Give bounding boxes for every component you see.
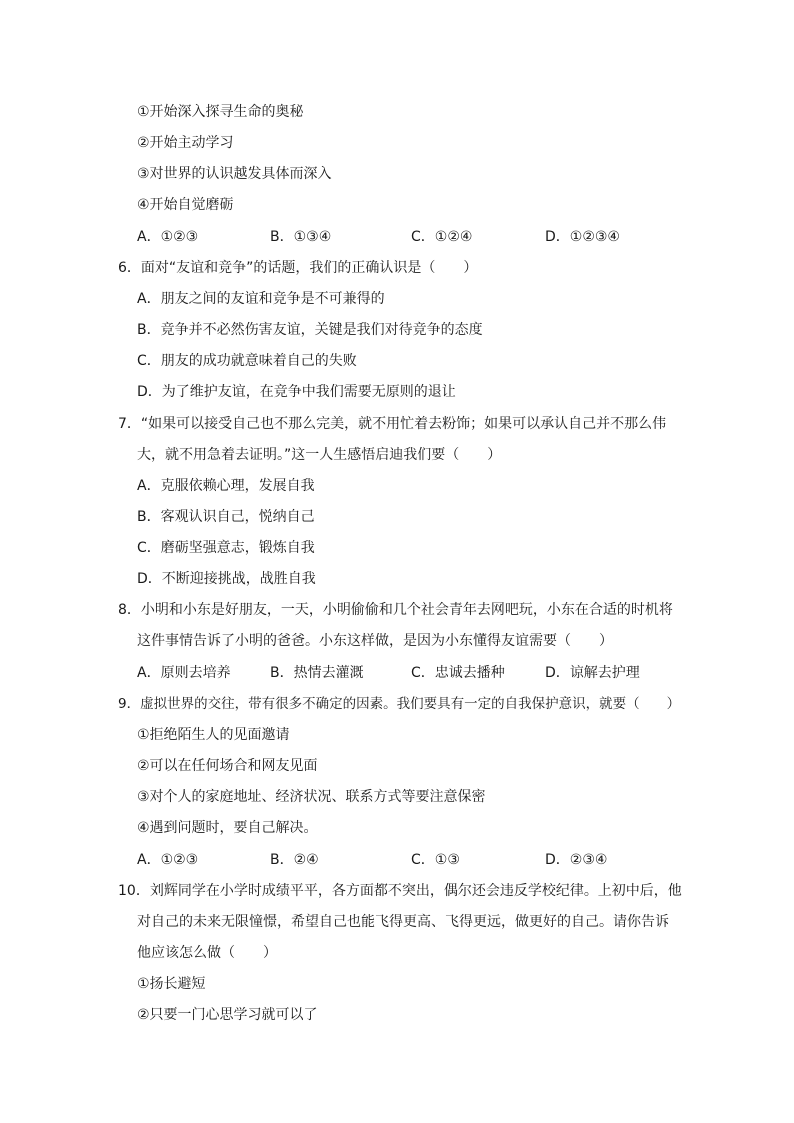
q7-option-b: B．客观认识自己，悦纳自己 (137, 509, 315, 525)
q5-item-4: ④开始自觉磨砺 (137, 197, 234, 213)
q8-option-c: C．忠诚去播种 (411, 665, 505, 681)
q5-item-2: ②开始主动学习 (137, 135, 234, 151)
q6-option-b: B．竞争并不必然伤害友谊，关键是我们对待竞争的态度 (137, 322, 483, 338)
q7-stem-line1: 7．“如果可以接受自己也不那么完美，就不用忙着去粉饰；如果可以承认自己并不那么伟 (118, 416, 667, 432)
q9-option-b: B．②④ (270, 852, 319, 868)
q9-item-1: ①拒绝陌生人的见面邀请 (137, 727, 290, 743)
q10-item-1: ①扬长避短 (137, 976, 206, 992)
q5-option-b: B．①③④ (270, 229, 332, 245)
q7-stem-line2: 大，就不用急着去证明。”这一人生感悟启迪我们要（ ） (137, 447, 502, 463)
q9-option-c: C．①③ (411, 852, 460, 868)
q5-item-1: ①开始深入探寻生命的奥秘 (137, 104, 304, 120)
q9-option-a: A．①②③ (137, 852, 199, 868)
q8-option-d: D．谅解去护理 (545, 665, 640, 681)
q7-option-d: D．不断迎接挑战，战胜自我 (137, 571, 316, 587)
q10-item-2: ②只要一门心思学习就可以了 (137, 1007, 318, 1023)
q7-option-c: C．磨砺坚强意志，锻炼自我 (137, 540, 315, 556)
q10-stem-line2: 对自己的未来无限憧憬，希望自己也能飞得更高、飞得更远，做更好的自己。请你告诉 (137, 914, 669, 930)
q8-option-b: B．热情去灌溉 (270, 665, 364, 681)
q6-option-a: A．朋友之间的友谊和竞争是不可兼得的 (137, 291, 385, 307)
q5-option-c: C．①②④ (411, 229, 473, 245)
q5-item-3: ③对世界的认识越发具体而深入 (137, 166, 332, 182)
q10-stem-line1: 10．刘辉同学在小学时成绩平平，各方面都不突出，偶尔还会违反学校纪律。上初中后，他 (118, 883, 682, 899)
q9-stem: 9．虚拟世界的交往，带有很多不确定的因素。我们要具有一定的自我保护意识，就要（ ） (118, 696, 681, 712)
q6-option-d: D．为了维护友谊，在竞争中我们需要无原则的退让 (137, 384, 456, 400)
q8-option-a: A．原则去培养 (137, 665, 231, 681)
q5-option-d: D．①②③④ (545, 229, 620, 245)
q7-option-a: A．克服依赖心理，发展自我 (137, 478, 315, 494)
q10-stem-line3: 他应该怎么做（ ） (137, 945, 277, 961)
q8-stem-line2: 这件事情告诉了小明的爸爸。小东这样做，是因为小东懂得友谊需要（ ） (137, 633, 613, 649)
q9-item-4: ④遇到问题时，要自己解决。 (137, 820, 318, 836)
q5-option-a: A．①②③ (137, 229, 199, 245)
q6-option-c: C．朋友的成功就意味着自己的失败 (137, 353, 357, 369)
q6-stem: 6．面对“友谊和竞争”的话题，我们的正确认识是（ ） (118, 260, 478, 276)
q9-option-d: D．②③④ (545, 852, 608, 868)
q9-item-3: ③对个人的家庭地址、经济状况、联系方式等要注意保密 (137, 789, 486, 805)
q9-item-2: ②可以在任何场合和网友见面 (137, 758, 318, 774)
q8-stem-line1: 8．小明和小东是好朋友，一天，小明偷偷和几个社会青年去网吧玩，小东在合适的时机将 (118, 602, 673, 618)
